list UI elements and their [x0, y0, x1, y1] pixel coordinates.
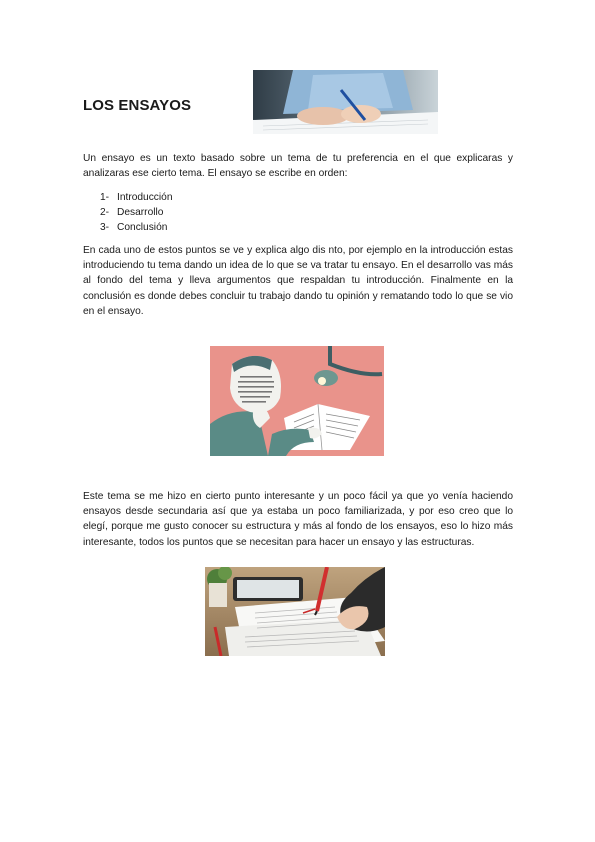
list-number: 2-	[100, 207, 110, 218]
pen-marking-paper-photo	[205, 567, 385, 656]
body-paragraph: En cada uno de estos puntos se ve y explica algo dis nto, por ejemplo en la introducción estas introduciendo tu tema dando un idea de lo que se va tratar tu ensayo. En el desarrollo vas más al fondo del tema y lleva argumentos que respaldan tu introducción. Finalmente en la conclusión es donde debes concluir tu trabajo dando tu opinión y rematando todo lo que se vio en el ensayo.	[83, 245, 513, 317]
page-title: LOS ENSAYOS	[83, 97, 192, 114]
reading-illustration	[210, 346, 384, 456]
hand-writing-photo	[253, 70, 438, 134]
closing-paragraph: Este tema se me hizo en cierto punto interesante y un poco fácil ya que yo venía haciendo ensayos desde secundaria así que ya estaba un poco familiarizada, y por eso creo que lo elegí, porque me gusto conocer su estructura y más al fondo de los ensayos, eso lo hizo más interesante, todos los puntos que se necesitan para hacer un ensayo y las estructuras.	[83, 491, 513, 548]
list-text: Desarrollo	[117, 207, 164, 218]
list-item	[100, 205, 173, 220]
list-text: Introducción	[117, 192, 173, 203]
list-number: 3-	[100, 222, 110, 233]
list-item	[100, 220, 173, 235]
list-number: 1-	[100, 192, 110, 203]
essay-structure-list	[100, 190, 173, 235]
intro-paragraph: Un ensayo es un texto basado sobre un tema de tu preferencia en el que explicaras y analizaras ese cierto tema. El ensayo se escribe en orden:	[83, 153, 513, 180]
list-text: Conclusión	[117, 222, 168, 233]
list-item	[100, 190, 173, 205]
